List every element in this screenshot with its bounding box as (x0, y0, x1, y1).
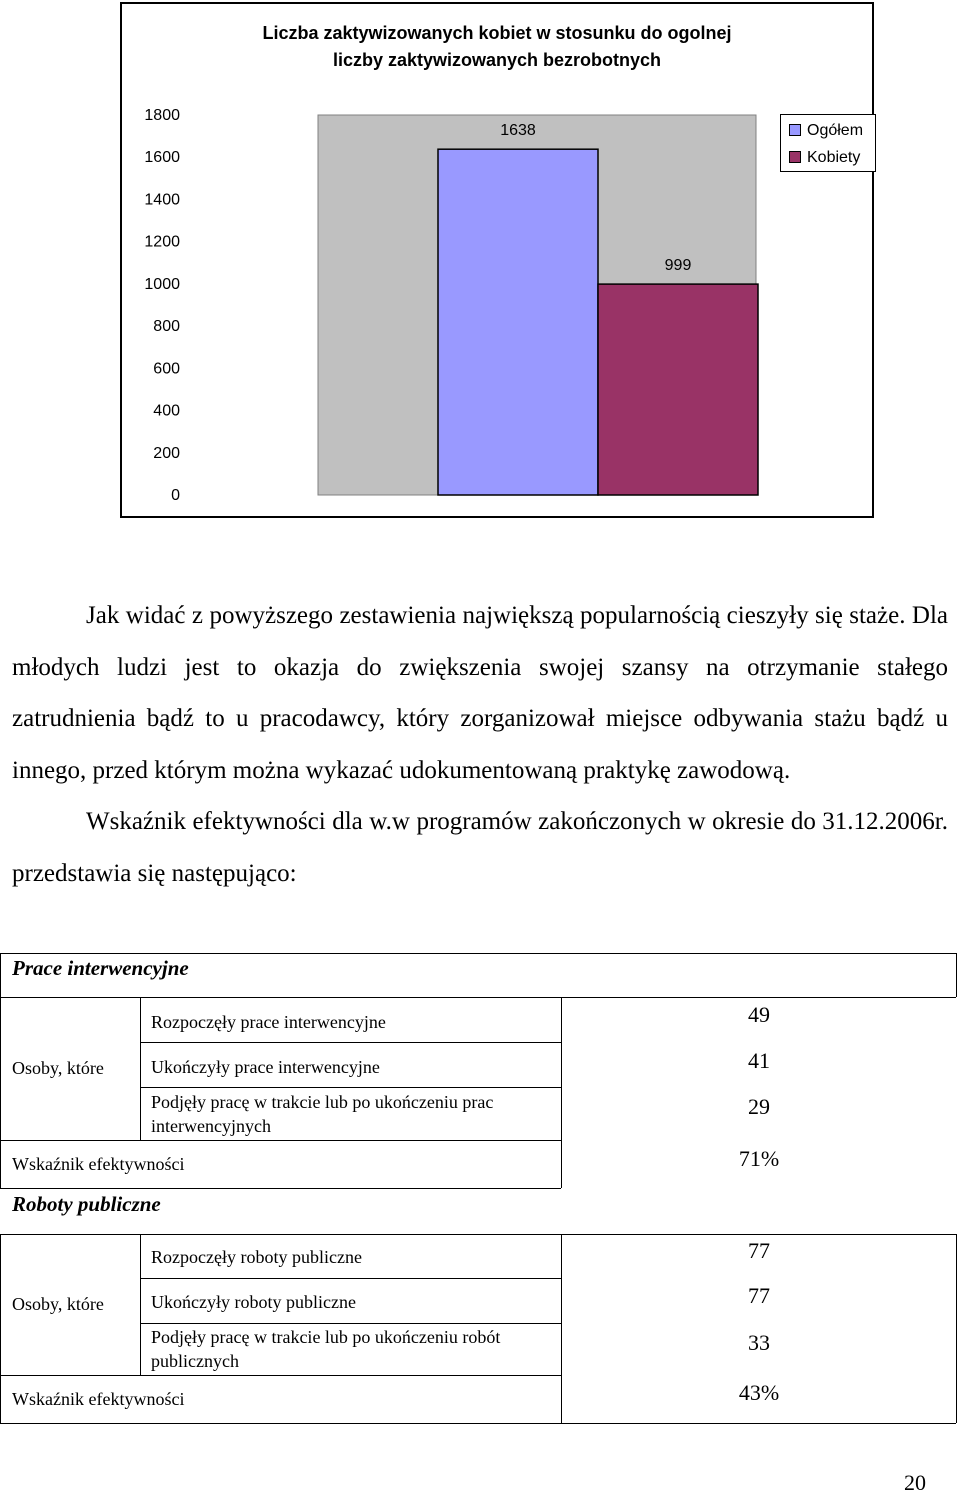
body-text (12, 590, 948, 899)
table-border (561, 1234, 562, 1423)
table-title: Prace interwencyjne (12, 956, 189, 980)
table-border (140, 1042, 561, 1043)
data-label: 1638 (500, 122, 536, 140)
table-border (0, 953, 956, 954)
chart-title-line-1: Liczba zaktywizowanych kobiet w stosunku do ogolnej (262, 23, 732, 43)
row-label: Rozpoczęły prace interwencyjne (151, 1012, 386, 1032)
table-border (140, 1278, 561, 1279)
group-label: Osoby, które (12, 1058, 104, 1078)
table-border (140, 1087, 561, 1088)
indicator-value: 43% (738, 1380, 780, 1405)
y-tick-label: 1400 (144, 191, 180, 209)
table-border (0, 1375, 561, 1376)
row-value: 33 (748, 1330, 770, 1355)
row-value: 49 (748, 1002, 770, 1027)
legend-label-kobiety: Kobiety (807, 149, 861, 166)
table-border (956, 1234, 957, 1423)
table-border (140, 1323, 561, 1324)
indicator-value: 71% (738, 1146, 780, 1171)
y-tick-label: 1200 (144, 233, 180, 251)
table-border (0, 1423, 956, 1424)
row-label: Ukończyły roboty publiczne (151, 1292, 356, 1312)
y-tick-label: 800 (153, 318, 180, 336)
table-title: Roboty publiczne (12, 1192, 161, 1216)
chart-legend (780, 114, 876, 172)
y-tick-label: 200 (153, 444, 180, 462)
y-tick-label: 400 (153, 402, 180, 420)
y-tick-label: 1000 (144, 275, 180, 293)
legend-label-ogolem: Ogółem (807, 122, 864, 139)
table-border (0, 1188, 561, 1189)
table-border (0, 1234, 956, 1235)
chart-title-line-2: liczby zaktywizowanych bezrobotnych (332, 50, 662, 70)
table-border (561, 997, 562, 1188)
row-value: 77 (748, 1283, 770, 1308)
row-value: 77 (748, 1238, 770, 1263)
row-label: Podjęły pracę w trakcie lub po ukończeniu robót publicznych (151, 1327, 501, 1371)
y-tick-label: 1800 (144, 107, 180, 124)
paragraph-popularity: Jak widać z powyższego zestawienia największą popularnością cieszyły się staże. Dla młodych ludzi jest to okazja do zwiększenia swojej szansy na otrzymanie stałego zatrudnienia bądź to u pracodawcy, który zorganizował miejsce odbywania stażu bądź u innego, przed którym można wykazać udokumentowaną praktykę zawodową. (12, 602, 948, 784)
bar-ogolem (438, 149, 598, 495)
table-border (140, 1234, 141, 1375)
row-label: Ukończyły prace interwencyjne (151, 1057, 380, 1077)
legend-item-ogolem (789, 121, 863, 141)
group-label: Osoby, które (12, 1294, 104, 1314)
paragraph-indicator-intro: Wskaźnik efektywności dla w.w programów zakończonych w okresie do 31.12.2006r. przedstawia się następująco: (12, 808, 948, 887)
chart-frame (120, 2, 874, 518)
y-tick-label: 600 (153, 360, 180, 378)
y-tick-label: 0 (171, 487, 180, 504)
table-border (0, 1234, 1, 1423)
table-border (956, 953, 957, 997)
table-border (0, 997, 956, 998)
legend-item-kobiety (789, 148, 860, 168)
legend-swatch-ogolem (789, 124, 801, 136)
row-value: 41 (748, 1048, 770, 1073)
row-value: 29 (748, 1094, 770, 1119)
data-label: 999 (664, 257, 692, 275)
indicator-label: Wskaźnik efektywności (12, 1389, 185, 1409)
bar-chart (122, 4, 872, 516)
table-border (140, 997, 141, 1140)
table-border (0, 1140, 561, 1141)
y-tick-label: 1600 (144, 149, 180, 167)
bar-kobiety (598, 284, 758, 495)
row-label: Rozpoczęły roboty publiczne (151, 1247, 362, 1267)
indicator-label: Wskaźnik efektywności (12, 1154, 185, 1174)
row-label: Podjęły pracę w trakcie lub po ukończeniu prac interwencyjnych (151, 1092, 494, 1136)
table-border (0, 953, 1, 1188)
legend-swatch-kobiety (789, 151, 801, 163)
page-number: 20 (904, 1470, 926, 1495)
